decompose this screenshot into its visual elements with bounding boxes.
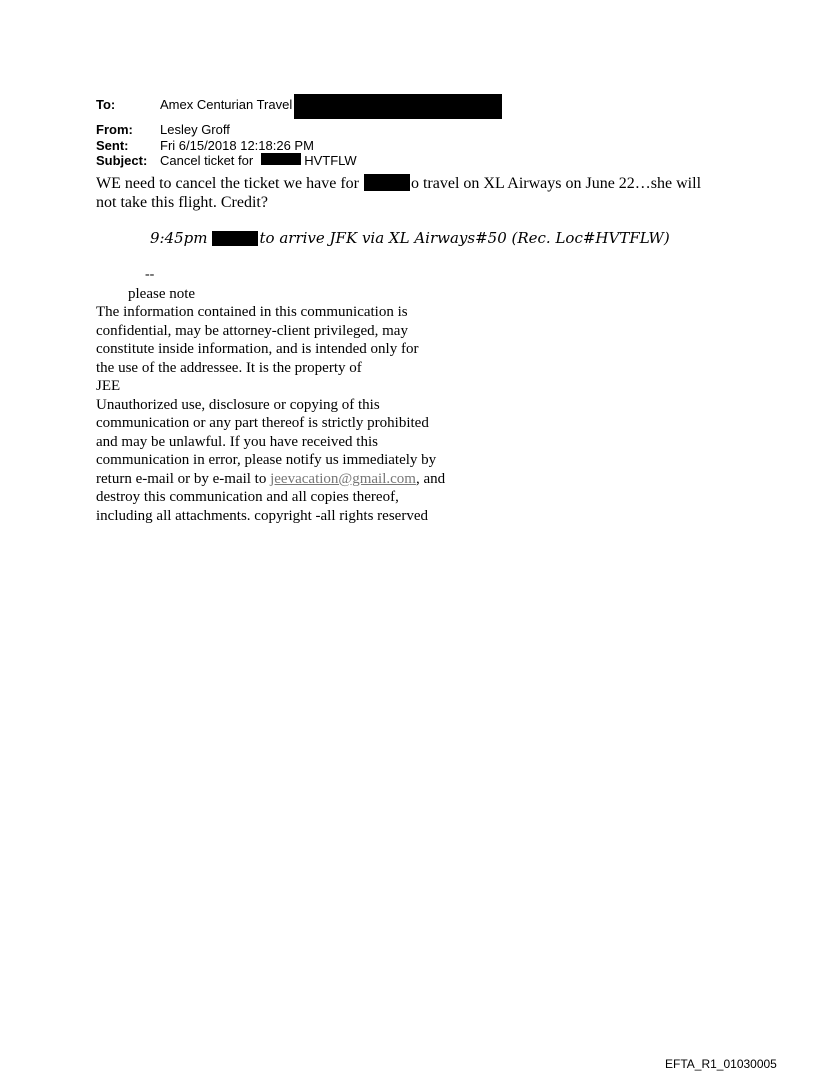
disclaimer-line: confidential, may be attorney-client privileged, may xyxy=(96,322,408,339)
disclaimer-email-line xyxy=(96,470,496,489)
email-line-before: return e-mail or by e-mail to xyxy=(96,470,267,487)
disclaimer-line: and may be unlawful. If you have received this xyxy=(96,433,378,450)
subject-label: Subject: xyxy=(96,153,148,169)
signature-dash: -- xyxy=(145,267,155,282)
signature-note: please note xyxy=(128,286,196,302)
redaction-bar xyxy=(364,174,410,191)
disclaimer-line: JEE xyxy=(96,378,121,394)
to-row xyxy=(96,97,502,122)
flight-details xyxy=(150,228,670,248)
body-line-1-after: o travel on XL Airways on June 22…she will xyxy=(410,175,702,192)
disclaimer-line: the use of the addressee. It is the property of xyxy=(96,359,362,376)
confidentiality-disclaimer xyxy=(96,303,496,525)
disclaimer-line: communication or any part thereof is strictly prohibited xyxy=(96,415,429,431)
subject-row xyxy=(96,153,502,169)
disclaimer-line: The information contained in this communication is xyxy=(96,304,408,320)
document-id: EFTA_R1_01030005 xyxy=(665,1057,777,1071)
disclaimer-line: including all attachments. copyright -all rights reserved xyxy=(96,507,428,524)
subject-suffix: HVTFLW xyxy=(304,153,357,169)
body-line-1 xyxy=(96,174,716,193)
disclaimer-line: communication in error, please notify us immediately by xyxy=(96,452,437,468)
redaction-bar xyxy=(294,94,502,119)
body-line-1-before: WE need to cancel the ticket we have for xyxy=(96,175,359,192)
email-header xyxy=(96,97,502,169)
sent-value: Fri 6/15/2018 12:18:26 PM xyxy=(160,137,314,153)
to-value: Amex Centurian Travel xyxy=(160,97,293,112)
from-row xyxy=(96,122,502,138)
flight-info: to arrive JFK via XL Airways#50 (Rec. Loc#HVTFLW) xyxy=(259,229,670,247)
sent-row xyxy=(96,138,502,154)
from-value: Lesley Groff xyxy=(160,122,230,137)
disclaimer-line: constitute inside information, and is intended only for xyxy=(96,341,419,357)
email-body xyxy=(96,174,716,212)
email-line-after: , and xyxy=(415,470,446,487)
sent-label: Sent: xyxy=(96,137,129,153)
from-label: From: xyxy=(96,122,133,137)
redaction-bar xyxy=(261,153,301,165)
flight-time: 9:45pm xyxy=(150,229,208,247)
disclaimer-line: Unauthorized use, disclosure or copying of this xyxy=(96,396,380,413)
subject-prefix: Cancel ticket for xyxy=(160,153,254,169)
disclaimer-line: destroy this communication and all copies thereof, xyxy=(96,489,399,505)
redaction-bar xyxy=(212,231,258,246)
body-line-2: not take this flight. Credit? xyxy=(96,194,268,211)
email-link[interactable]: jeevacation@gmail.com xyxy=(270,470,416,487)
to-label: To: xyxy=(96,97,116,112)
